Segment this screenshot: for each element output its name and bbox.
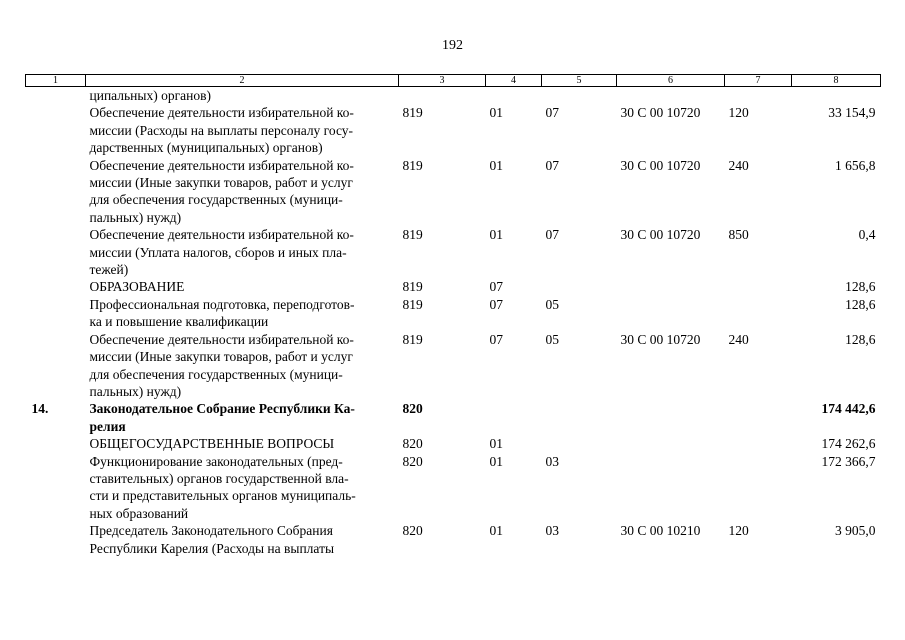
row-csr (617, 278, 725, 295)
row-csr: 30 С 00 10720 (620, 157, 701, 173)
row-pr: 03 (545, 453, 559, 469)
col-header-4: 4 (486, 75, 542, 87)
row-csr (617, 87, 725, 105)
row-number (26, 226, 86, 278)
row-csr: 30 С 00 10720 (620, 331, 701, 347)
row-rz: 07 (489, 331, 503, 347)
table-row (26, 435, 881, 452)
row-vr (725, 453, 792, 523)
row-name: Обеспечение деятельности избирательной ко- миссии (Расходы на выплаты персоналу госу- дарственных (муниципальных) органов) (89, 105, 354, 156)
row-name: Обеспечение деятельности избирательной ко- миссии (Уплата налогов, сборов и иных пла- тежей) (89, 227, 354, 278)
row-sum: 174 442,6 (821, 401, 876, 417)
row-rz: 01 (489, 227, 503, 243)
row-number (26, 87, 86, 105)
row-csr: 30 С 00 10720 (620, 105, 701, 121)
row-name: ОБРАЗОВАНИЕ (89, 279, 185, 295)
table-row (26, 522, 881, 557)
row-sum: 128,6 (845, 331, 876, 347)
row-pr (542, 435, 617, 452)
table-row (26, 87, 881, 105)
row-rz (486, 87, 542, 105)
row-rz: 01 (489, 157, 503, 173)
row-gr: 819 (402, 157, 423, 173)
row-sum (792, 87, 881, 105)
page-number: 192 (442, 38, 463, 53)
row-rz: 01 (489, 453, 503, 469)
col-header-1: 1 (26, 75, 86, 87)
col-header-2: 2 (86, 75, 399, 87)
row-pr: 05 (545, 296, 559, 312)
row-gr: 820 (402, 401, 423, 417)
row-gr: 819 (402, 227, 423, 243)
row-pr: 05 (545, 331, 559, 347)
row-rz: 01 (489, 523, 503, 539)
row-gr: 820 (402, 453, 423, 469)
row-number (26, 157, 86, 227)
row-number (26, 331, 86, 401)
table-row (26, 104, 881, 156)
row-name: Функционирование законодательных (пред- ставительных) органов государственной вла- сти и представительных органов муниципаль- ных образований (89, 453, 356, 521)
row-pr (542, 87, 617, 105)
row-number (26, 522, 86, 557)
budget-table (25, 74, 881, 557)
row-vr: 850 (728, 227, 749, 243)
row-vr: 120 (728, 105, 749, 121)
row-number (26, 296, 86, 331)
row-csr: 30 С 00 10210 (620, 523, 701, 539)
row-csr (617, 435, 725, 452)
row-rz: 07 (489, 296, 503, 312)
row-sum: 3 905,0 (835, 523, 876, 539)
row-rz: 01 (489, 105, 503, 121)
col-header-6: 6 (617, 75, 725, 87)
row-rz (486, 400, 542, 435)
row-gr (399, 87, 486, 105)
row-sum: 33 154,9 (828, 105, 876, 121)
row-pr: 07 (545, 105, 559, 121)
row-gr: 819 (402, 105, 423, 121)
row-name: Обеспечение деятельности избирательной ко- миссии (Иные закупки товаров, работ и услуг для обеспечения государственных (муници- пальных) нужд) (89, 331, 354, 399)
row-number (26, 278, 86, 295)
row-pr (542, 400, 617, 435)
row-name: ОБЩЕГОСУДАРСТВЕННЫЕ ВОПРОСЫ (89, 436, 335, 452)
row-number (26, 453, 86, 523)
col-header-8: 8 (792, 75, 881, 87)
row-name: Председатель Законодательного Собрания Республики Карелия (Расходы на выплаты (89, 523, 335, 556)
row-pr (542, 278, 617, 295)
row-name: ципальных) органов) (89, 88, 211, 103)
table-row (26, 400, 881, 435)
row-sum: 172 366,7 (821, 453, 876, 469)
col-header-7: 7 (725, 75, 792, 87)
row-sum: 128,6 (845, 296, 876, 312)
row-pr: 03 (545, 523, 559, 539)
row-rz: 01 (489, 436, 503, 452)
table-row (26, 226, 881, 278)
row-vr (725, 87, 792, 105)
table-body (26, 87, 881, 557)
row-csr (617, 296, 725, 331)
row-sum: 128,6 (845, 279, 876, 295)
row-vr (725, 278, 792, 295)
column-number-header (26, 75, 881, 87)
row-csr (617, 400, 725, 435)
row-number (26, 435, 86, 452)
row-number (26, 104, 86, 156)
row-pr: 07 (545, 157, 559, 173)
row-name: Профессиональная подготовка, переподготов- ка и повышение квалификации (89, 296, 355, 330)
table-row (26, 157, 881, 227)
row-rz: 07 (489, 279, 503, 295)
row-gr: 819 (402, 279, 423, 295)
row-csr (617, 453, 725, 523)
row-vr (725, 296, 792, 331)
row-pr: 07 (545, 227, 559, 243)
col-header-3: 3 (399, 75, 486, 87)
row-vr (725, 435, 792, 452)
row-gr: 819 (402, 331, 423, 347)
row-number: 14. (31, 401, 49, 417)
row-gr: 819 (402, 296, 423, 312)
row-gr: 820 (402, 436, 423, 452)
table-row (26, 331, 881, 401)
row-gr: 820 (402, 523, 423, 539)
table-row (26, 296, 881, 331)
table-row (26, 453, 881, 523)
row-sum: 174 262,6 (821, 436, 876, 452)
row-vr (725, 400, 792, 435)
table-row (26, 278, 881, 295)
row-sum: 1 656,8 (835, 157, 876, 173)
row-vr: 240 (728, 157, 749, 173)
row-csr: 30 С 00 10720 (620, 227, 701, 243)
row-vr: 120 (728, 523, 749, 539)
row-name: Законодательное Собрание Республики Ка- релия (89, 401, 355, 434)
row-vr: 240 (728, 331, 749, 347)
row-sum: 0,4 (858, 227, 876, 243)
row-name: Обеспечение деятельности избирательной ко- миссии (Иные закупки товаров, работ и услуг для обеспечения государственных (муници- пальных) нужд) (89, 157, 354, 225)
col-header-5: 5 (542, 75, 617, 87)
